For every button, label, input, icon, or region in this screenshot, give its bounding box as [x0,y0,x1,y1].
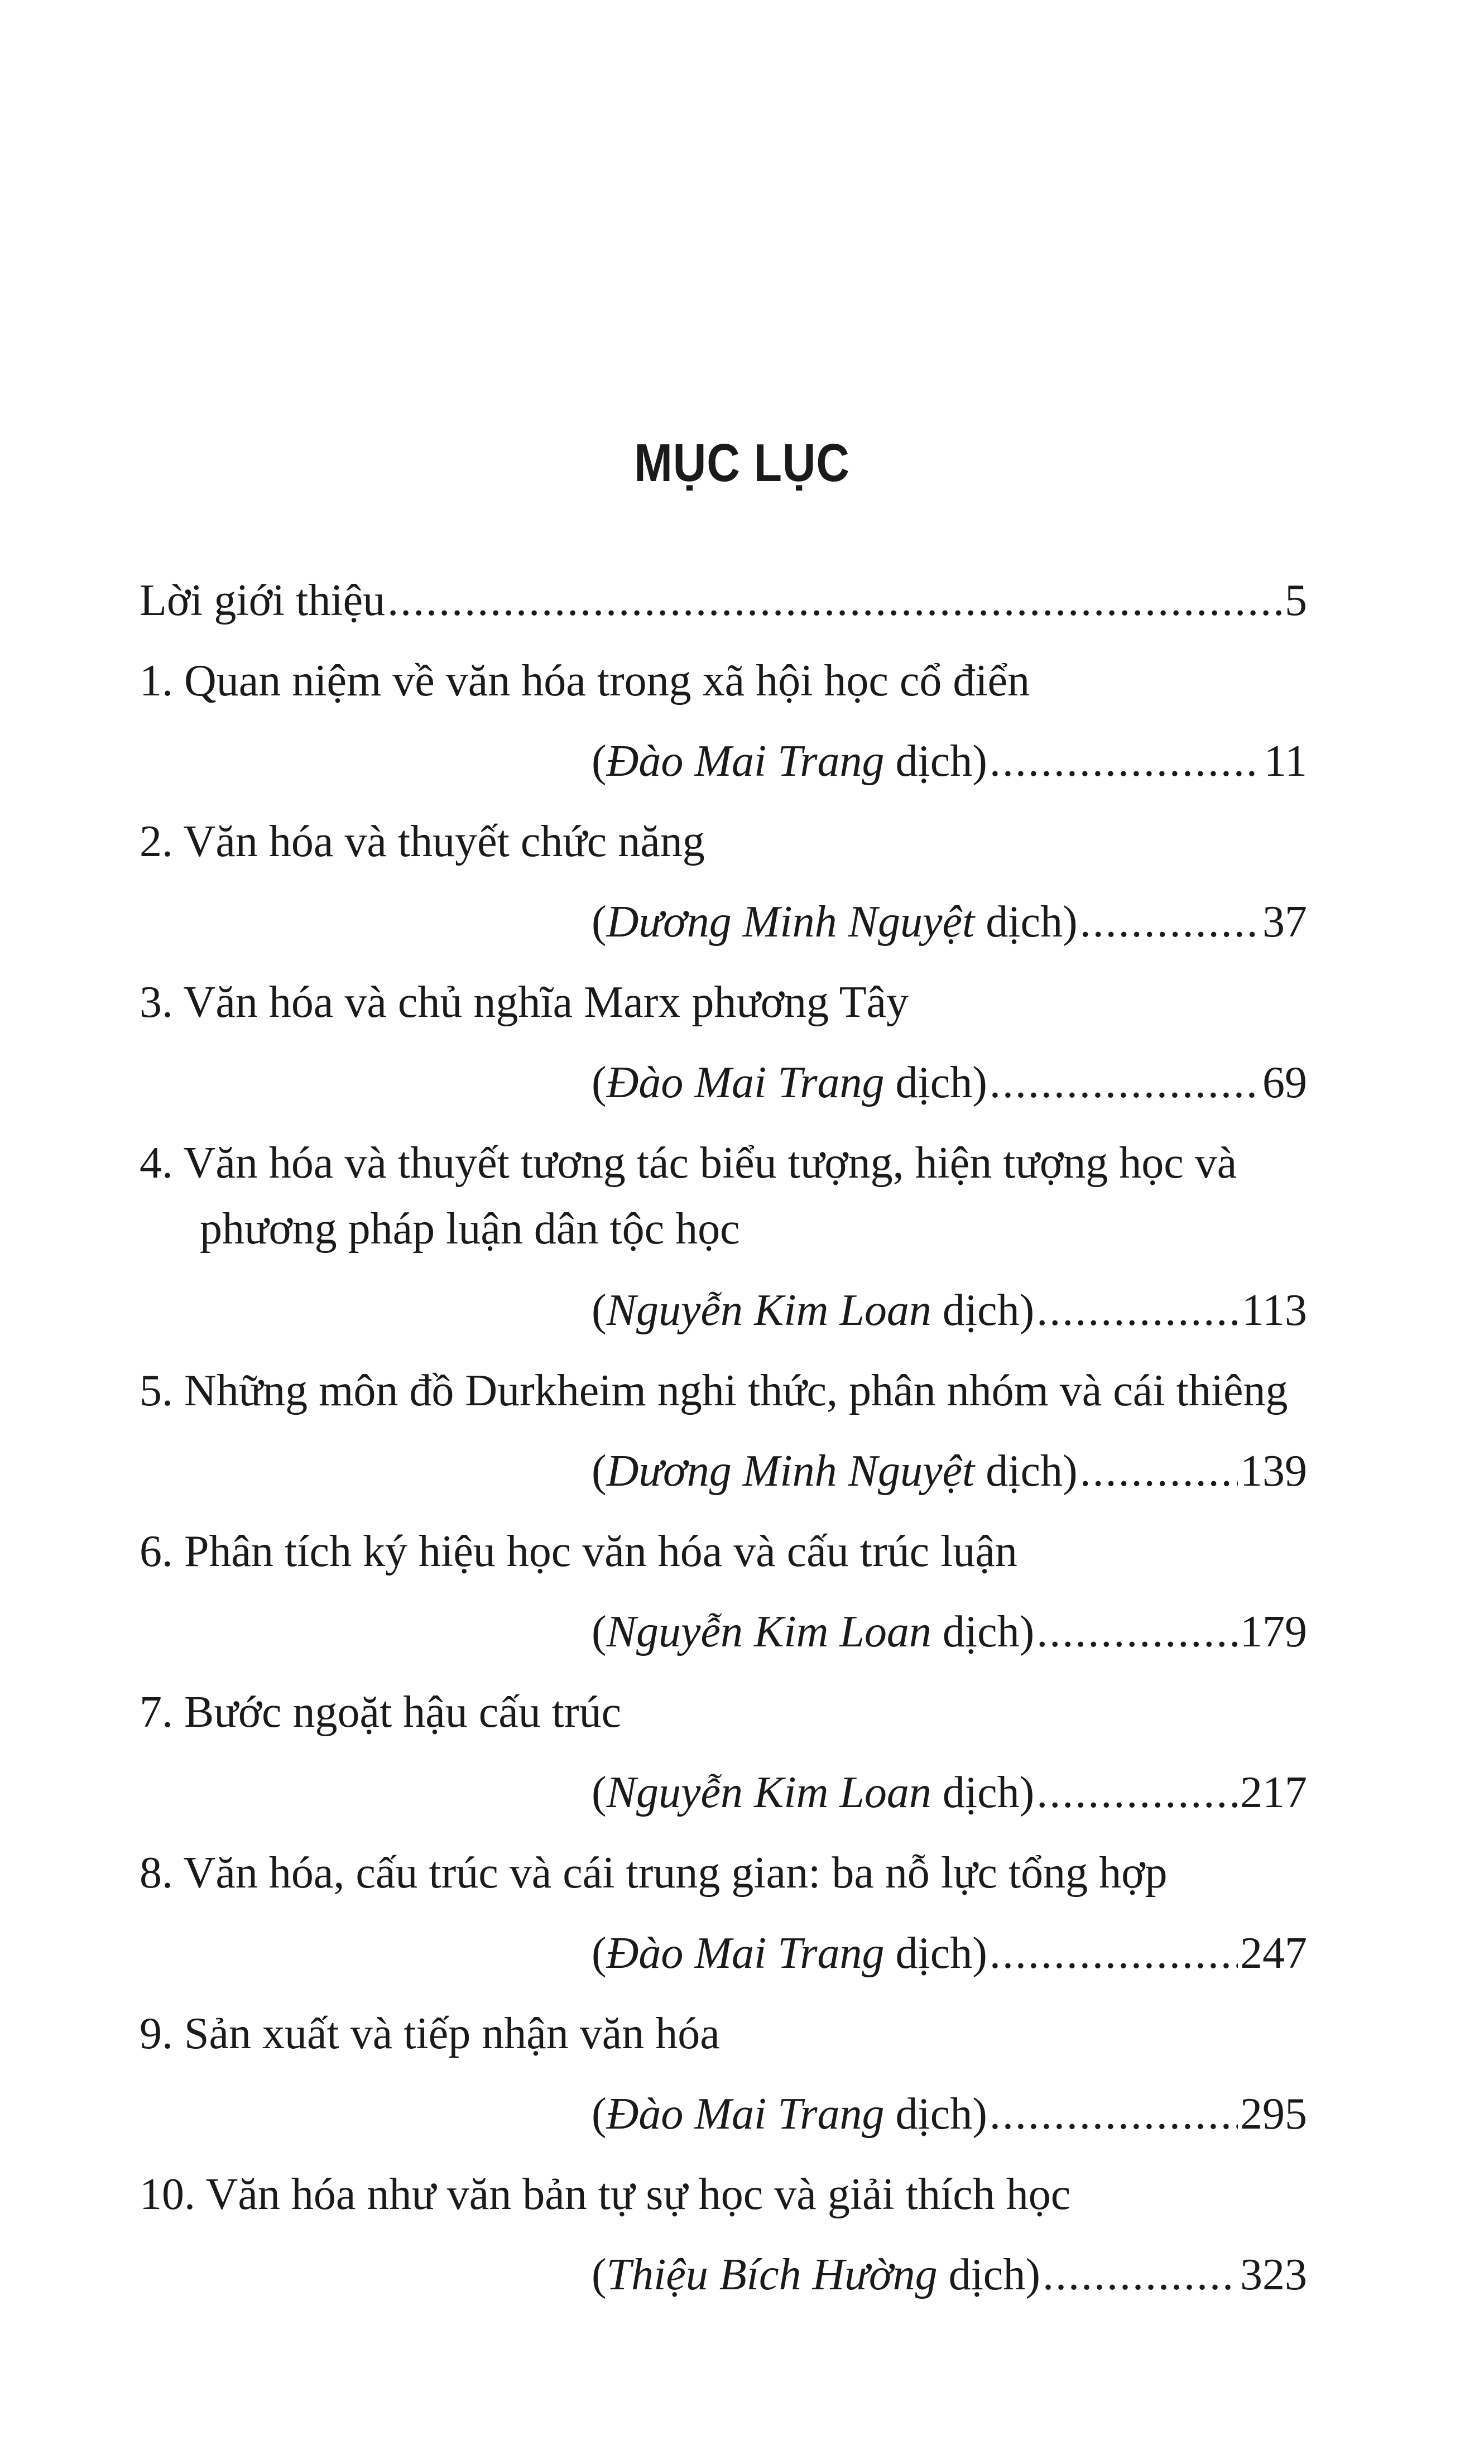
translator-name: Nguyễn Kim Loan [606,1607,931,1656]
translator-name: Nguyễn Kim Loan [606,1286,931,1335]
credit-suffix: dịch) [884,2090,987,2139]
credit-suffix: dịch) [931,1768,1035,1817]
toc-credit-7 [592,1766,1307,1819]
translator-credit: (Nguyễn Kim Loan dịch) [592,1286,1035,1335]
chapter-title: 3. Văn hóa và chủ nghĩa Marx phương Tây [140,978,909,1027]
page-number: 295 [1240,2090,1307,2139]
toc-entry-8 [140,1846,1307,1900]
translator-credit: (Đào Mai Trang dịch) [592,737,987,786]
credit-suffix: dịch) [884,737,987,786]
translator-name: Đào Mai Trang [606,1929,885,1978]
toc-entry-intro [140,574,1307,627]
toc-entry-6 [140,1525,1307,1578]
translator-name: Đào Mai Trang [606,2090,885,2139]
page-number: 5 [1285,576,1307,625]
chapter-title: 7. Bước ngoặt hậu cấu trúc [140,1688,622,1737]
credit-suffix: dịch) [974,897,1078,947]
chapter-title: 9. Sản xuất và tiếp nhận văn hóa [140,2009,720,2058]
dot-leader [1036,1766,1238,1819]
toc-credit-10 [592,2248,1307,2302]
credit-suffix: dịch) [931,1286,1035,1335]
page-number: 323 [1240,2250,1307,2299]
toc-credit-2 [592,895,1307,949]
dot-leader [1043,2248,1238,2302]
page-title: MỤC LỤC [634,433,850,493]
credit-suffix: dịch) [931,1607,1035,1656]
dot-leader [990,1056,1260,1109]
dot-leader [990,1927,1238,1980]
translator-credit: (Đào Mai Trang dịch) [592,2090,987,2139]
dot-leader [1036,1284,1240,1337]
toc-entry-3 [140,976,1307,1029]
page-number: 217 [1240,1768,1307,1817]
toc-entry-10 [140,2168,1307,2221]
page-number: 247 [1240,1929,1307,1978]
chapter-title: 6. Phân tích ký hiệu học văn hóa và cấu trúc luận [140,1527,1017,1576]
translator-credit: (Đào Mai Trang dịch) [592,1929,987,1978]
translator-name: Đào Mai Trang [606,1058,885,1107]
translator-credit: (Dương Minh Nguyệt dịch) [592,1447,1078,1496]
toc-entry-7 [140,1685,1307,1739]
toc-credit-9 [592,2087,1307,2141]
toc-credit-1 [592,734,1307,788]
page-number: 179 [1240,1607,1307,1656]
page-number: 139 [1240,1447,1307,1496]
translator-name: Nguyễn Kim Loan [606,1768,931,1817]
toc-entry-5 [140,1364,1307,1418]
chapter-title-continued: phương pháp luận dân tộc học [200,1204,740,1253]
chapter-title: 5. Những môn đồ Durkheim nghi thức, phân nhóm và cái thiêng [140,1366,1288,1415]
dot-leader [990,734,1262,788]
dot-leader [990,2087,1238,2141]
translator-credit: (Nguyễn Kim Loan dịch) [592,1607,1035,1656]
chapter-title: 8. Văn hóa, cấu trúc và cái trung gian: ba nỗ lực tổng hợp [140,1848,1168,1898]
entry-title: Lời giới thiệu [140,576,386,625]
translator-name: Thiệu Bích Hường [606,2250,938,2299]
credit-suffix: dịch) [937,2250,1040,2299]
translator-name: Dương Minh Nguyệt [606,897,975,947]
dot-leader [387,574,1283,627]
chapter-title: 10. Văn hóa như văn bản tự sự học và giải thích học [140,2170,1071,2219]
toc-entry-4-cont [200,1202,1367,1256]
translator-name: Dương Minh Nguyệt [606,1447,975,1496]
page-number: 113 [1241,1286,1307,1335]
dot-leader [1080,895,1260,949]
page-number: 69 [1262,1058,1307,1107]
toc-entry-2 [140,815,1307,868]
toc-credit-5 [592,1444,1307,1498]
credit-suffix: dịch) [884,1929,987,1978]
toc-entry-9 [140,2007,1307,2060]
translator-credit: (Nguyễn Kim Loan dịch) [592,1768,1035,1817]
toc-credit-6 [592,1605,1307,1659]
toc-credit-8 [592,1927,1307,1980]
credit-suffix: dịch) [974,1447,1078,1496]
toc-entry-4 [140,1136,1307,1190]
translator-credit: (Dương Minh Nguyệt dịch) [592,897,1078,947]
dot-leader [1036,1605,1238,1659]
chapter-title: 2. Văn hóa và thuyết chức năng [140,817,705,866]
toc-entry-1 [140,654,1307,708]
credit-suffix: dịch) [884,1058,987,1107]
chapter-title: 1. Quan niệm về văn hóa trong xã hội học cổ điển [140,656,1030,705]
toc-credit-3 [592,1056,1307,1109]
translator-name: Đào Mai Trang [606,737,885,786]
page-number: 11 [1264,737,1307,786]
chapter-title: 4. Văn hóa và thuyết tương tác biểu tượng, hiện tượng học và [140,1139,1237,1188]
translator-credit: (Thiệu Bích Hường dịch) [592,2250,1040,2299]
toc-credit-4 [592,1284,1307,1337]
page-number: 37 [1262,897,1307,947]
translator-credit: (Đào Mai Trang dịch) [592,1058,987,1107]
dot-leader [1080,1444,1238,1498]
